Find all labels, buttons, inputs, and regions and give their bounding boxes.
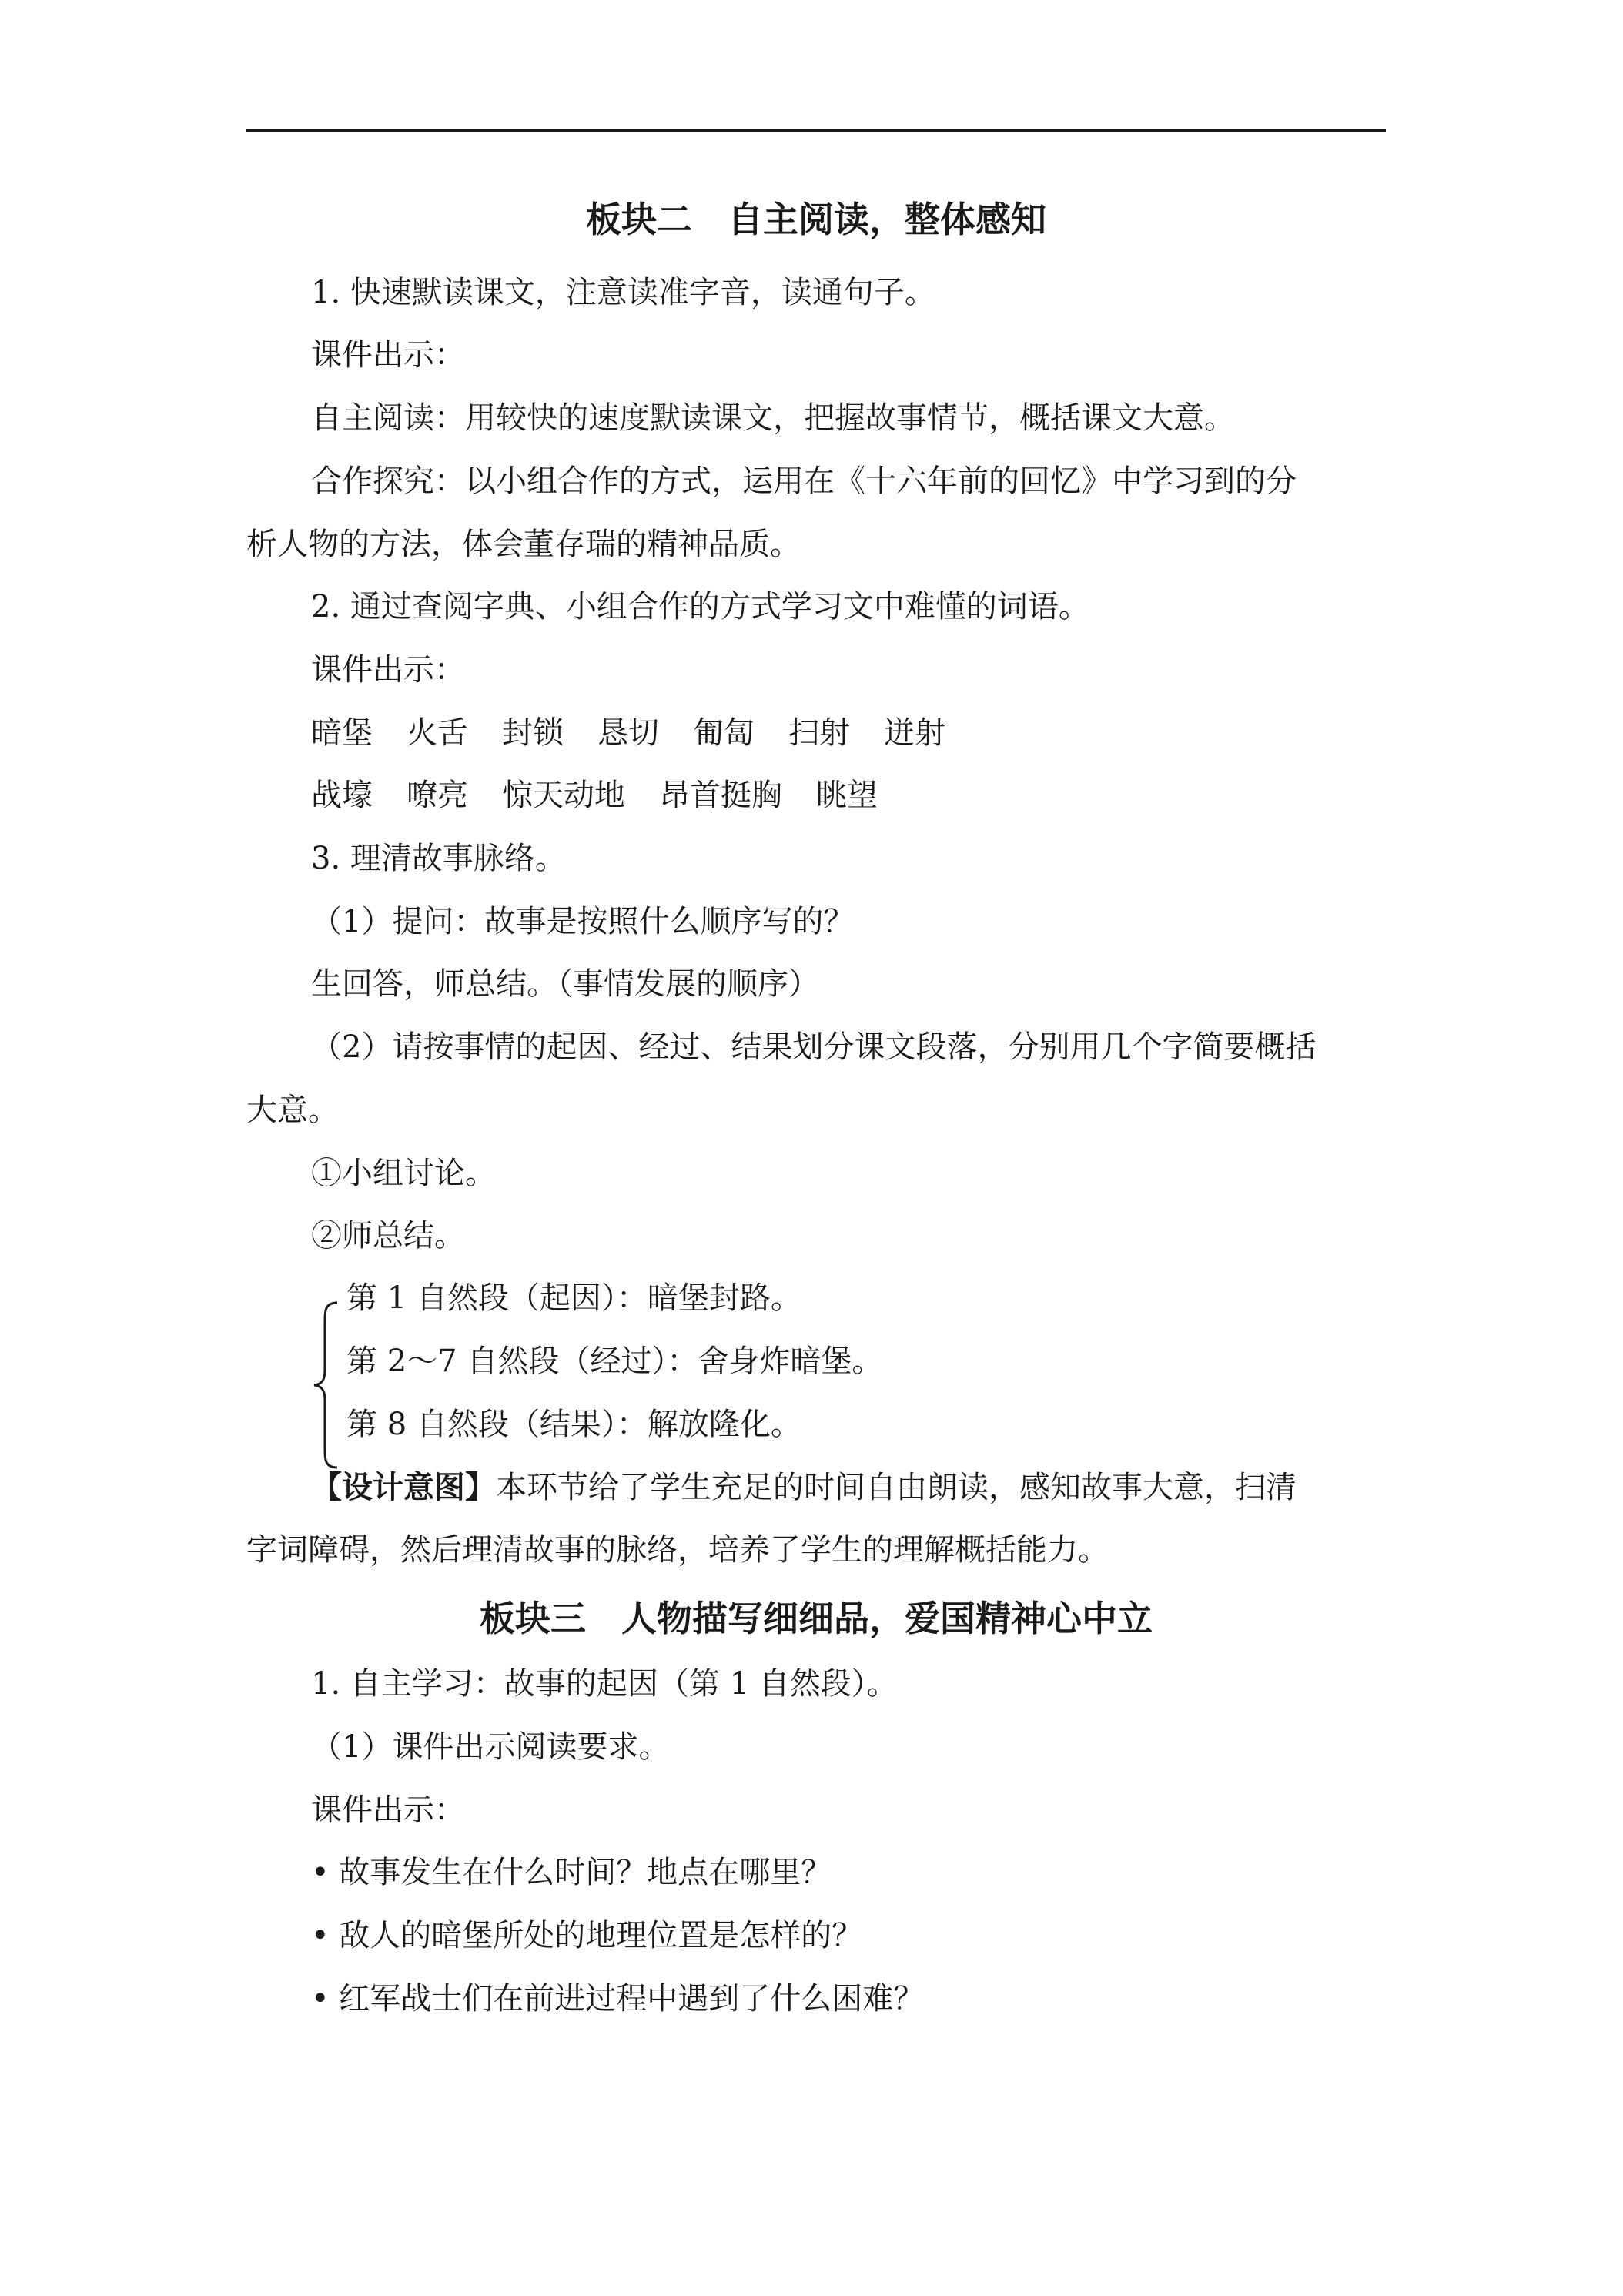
courseware-label: 课件出示： [311,337,465,373]
vocab-word: 迸射 [884,715,945,751]
vocab-word: 恳切 [597,715,659,751]
section2-step2: 2. 通过查阅字典、小组合作的方式学习文中难懂的词语。 [311,589,1089,624]
design-intent-line1 [311,1466,1297,1509]
courseware-label: 课件出示： [311,1792,465,1828]
vocab-row-2 [311,774,912,817]
self-reading-text: 自主阅读：用较快的速度默读课文，把握故事情节，概括课文大意。 [311,400,1235,436]
vocab-word: 扫射 [788,715,850,751]
structure-item: 第 1 自然段（起因）：暗堡封路。 [346,1280,801,1316]
section2-heading: 板块二 自主阅读，整体感知 [586,199,1046,240]
vocab-word: 惊天动地 [502,778,625,813]
section3-heading: 板块三 人物描写细细品，爱国精神心中立 [480,1598,1153,1639]
structure-item: 第 2～7 自然段（经过）：舍身炸暗堡。 [346,1344,883,1379]
question-1: （1）提问：故事是按照什么顺序写的？ [311,904,855,939]
vocab-word: 暗堡 [311,715,373,751]
header-rule [246,129,1386,132]
courseware-label: 课件出示： [311,652,465,688]
group-discussion: ①小组讨论。 [311,1156,496,1191]
cooperation-text-line1: 合作探究：以小组合作的方式，运用在《十六年前的回忆》中学习到的分 [311,464,1297,499]
vocab-word: 嘹亮 [407,778,468,813]
cooperation-text-line2: 析人物的方法，体会董存瑞的精神品质。 [246,527,801,562]
vocab-word: 匍匐 [693,715,755,751]
vocab-row-1 [311,711,979,755]
vocab-word: 眺望 [816,778,878,813]
question-2-line2: 大意。 [246,1093,339,1128]
section2-step3: 3. 理清故事脉络。 [311,841,566,876]
section2-step1: 1. 快速默读课文，注意读准字音，读通句子。 [311,275,935,310]
document-page [246,0,1386,2296]
section3-sub1: （1）课件出示阅读要求。 [311,1729,670,1765]
design-intent-line2: 字词障碍，然后理清故事的脉络，培养了学生的理解概括能力。 [246,1532,1109,1568]
vocab-word: 战壕 [311,778,373,813]
design-intent-label: 【设计意图】 [311,1470,496,1505]
design-intent-text: 本环节给了学生充足的时间自由朗读，感知故事大意，扫清 [496,1470,1297,1505]
section3-step1: 1. 自主学习：故事的起因（第 1 自然段）。 [311,1666,898,1702]
structure-item: 第 8 自然段（结果）：解放隆化。 [346,1407,801,1442]
question-1-answer: 生回答，师总结。（事情发展的顺序） [311,966,819,1002]
bullet-item: • 红军战士们在前进过程中遇到了什么困难？ [311,1981,925,2017]
left-brace-icon [311,1300,342,1471]
vocab-word: 封锁 [502,715,564,751]
question-2-line1: （2）请按事情的起因、经过、结果划分课文段落，分别用几个字简要概括 [311,1029,1317,1065]
bullet-item: • 敌人的暗堡所处的地理位置是怎样的？ [311,1918,863,1953]
teacher-summary: ②师总结。 [311,1218,465,1253]
vocab-word: 昂首挺胸 [659,778,782,813]
bullet-item: • 故事发生在什么时间？地点在哪里？ [311,1855,832,1890]
vocab-word: 火舌 [407,715,468,751]
